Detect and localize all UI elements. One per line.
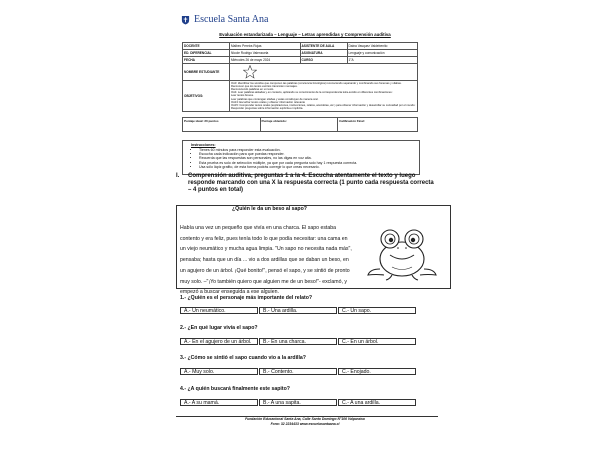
objetivo-line: Leer textos breves. [231, 94, 254, 98]
q2-option-a[interactable]: A.- En el agujero de un árbol. [180, 338, 258, 345]
puntaje-obtenido[interactable]: Puntaje obtenido: [260, 118, 338, 132]
story-title: ¿Quién le da un beso al sapo? [232, 206, 307, 212]
story-line: un viejo neumático y mucha agua limpia. "Un sapo no necesita nada más", [180, 246, 352, 253]
curso-label: CURSO [300, 57, 347, 64]
question-1: 1.- ¿Quién es el personaje más importante del relato? [180, 295, 313, 301]
q1-option-c[interactable]: C.- Un sapo. [338, 307, 416, 314]
instructions-list [183, 148, 419, 169]
story-line: empezó a buscar enseguida a ese alguien. [180, 289, 279, 296]
section-heading [176, 173, 436, 194]
asistente-label: ASISTENTE DE AULA [300, 43, 347, 50]
question-3: 3.- ¿Cómo se sintió el sapo cuando vio a la ardilla? [180, 355, 306, 361]
educ-label: ED. DIFERENCIAL [183, 50, 230, 57]
objetivos-text [230, 81, 418, 112]
asignatura-value: Lenguaje y comunicación [347, 50, 418, 57]
q2-option-c[interactable]: C.- En un árbol. [338, 338, 416, 345]
info-table [182, 42, 418, 112]
objetivo-line: Reconociendo palabras en un texto. [231, 87, 275, 91]
instruction-item: • Esta prueba es solo de selección múltiple, ya que por cada pregunta solo hay 1 respuesta correcta. [199, 161, 419, 165]
section-number: I. [176, 173, 180, 179]
school-logo [181, 14, 268, 25]
nombre-label: NOMBRE ESTUDIANTE [183, 64, 230, 81]
footer [180, 417, 430, 427]
page-title: Evaluación estandarizada – Lenguaje – Letras aprendidas y Comprensión auditiva [219, 32, 391, 37]
story-text [180, 223, 368, 298]
q4-option-a[interactable]: A.- A su mamá. [180, 399, 258, 406]
calificacion-final[interactable]: Calificación Final: [338, 118, 418, 132]
q3-option-b[interactable]: B.- Contento. [259, 368, 337, 375]
footer-address: Fundación Educacional Santa Ana, Calle Santo Domingo N°106 Valparaíso [245, 417, 365, 421]
question-4: 4.- ¿A quién buscará finalmente este sapito? [180, 386, 290, 392]
question-2: 2.- ¿En qué lugar vivía el sapo? [180, 325, 258, 331]
footer-contact: Fono: 32 2234433 www.escuelasantaana.cl [270, 422, 340, 426]
objetivo-line: Reconocer que los textos escritos transmiten mensajes. [231, 84, 298, 88]
docente-label: DOCENTE [183, 43, 230, 50]
fecha-value: Miércoles 26 de mayo 2024 [230, 57, 301, 64]
objetivo-line: Responder preguntas sobre información explícita e implícita. [231, 107, 304, 111]
instruction-item: • Recuerda que las respuestas son personales, no las digas en voz alta. [199, 156, 419, 160]
objetivo-line: OA4: Leer palabras aisladas y en contexto, aplicando su conocimiento de la correspondencia letra-sonido en diferentes combinaciones: [231, 91, 393, 95]
q4-option-c[interactable]: C.- A una ardilla. [338, 399, 416, 406]
instruction-item: • Tienes 60 minutos para responder esta evaluación. [199, 148, 419, 152]
star-icon [243, 65, 257, 79]
q3-option-c[interactable]: C.- Enojado. [338, 368, 416, 375]
instructions-heading: Instrucciones: [191, 143, 216, 147]
section-text: Comprensión auditiva, preguntas 1 a la 4. Escucha atentamente el texto y luego responde marcando con una X la respuesta correcta (1 punto cada respuesta correcta – 4 puntos en total) [188, 173, 434, 193]
objetivos-label: OBJETIVOS: [183, 81, 230, 112]
instructions-box [182, 140, 420, 175]
frog-illustration [362, 225, 442, 281]
instruction-item: • Usa sólo lápiz grafito, de esta forma podrás corregir lo que creas necesario. [199, 165, 419, 169]
puntaje-ideal: Puntaje ideal: 20 puntos [183, 118, 261, 132]
story-line: muy solo. –"¡Yo también quiero que alguien me de un beso!"- exclamó, y [180, 278, 347, 285]
nombre-field[interactable] [230, 64, 418, 81]
q1-option-a[interactable]: A.- Un neumático. [180, 307, 258, 314]
curso-value: 1°A [347, 57, 418, 64]
story-line: contento y era feliz, pues tenía todo lo que podía necesitar: una cama en [180, 235, 348, 242]
objetivo-line: OA15: Comprender textos orales (explicaciones, instrucciones, relatos, anécdotas, etc.) para obtener información y desarrollar su curiosidad por el mundo: [231, 104, 416, 107]
score-table [182, 117, 418, 132]
q2-option-b[interactable]: B.- En una charca. [259, 338, 337, 345]
story-line: Había una vez un pequeño que vivía en una charca. El sapo estaba [180, 225, 337, 231]
story-line: pensaba; hasta que un día ... vio a dos ardillas que se daban un beso, en [180, 257, 349, 264]
objetivo-line: Leer palabras que contengan sílabas y estas constituyen de manera oral. [231, 97, 319, 101]
school-name: Escuela Santa Ana [194, 14, 269, 25]
objetivo-line: OA3: Identificar los sonidos que componen las palabras (conciencia fonológica) reconociendo separando y combinando sus fonemas y sílabas. [231, 81, 402, 85]
instruction-item: • Escucha cada indicación para que puedas responder. [199, 152, 419, 156]
story-line: un agujero de un árbol. ¡Qué bonito!", pensó el sapo, y se sintió de pronto [180, 267, 350, 274]
q4-option-b[interactable]: B.- A una sapita. [259, 399, 337, 406]
q1-option-b[interactable]: B.- Una ardilla. [259, 307, 337, 314]
docente-value: Malbec Pereira Rojas [230, 43, 301, 50]
q3-option-a[interactable]: A.- Muy solo. [180, 368, 258, 375]
asignatura-label: ASIGNATURA [300, 50, 347, 57]
school-crest-icon [181, 15, 190, 25]
educ-value: Nicole Rodrigo Valenzuela [230, 50, 301, 57]
fecha-label: FECHA [183, 57, 230, 64]
asistente-value: Daina Vasquez Valdebenito [347, 43, 418, 50]
objetivo-line: OA13: Escuchar textos orales y obtener información relevante [231, 100, 305, 104]
